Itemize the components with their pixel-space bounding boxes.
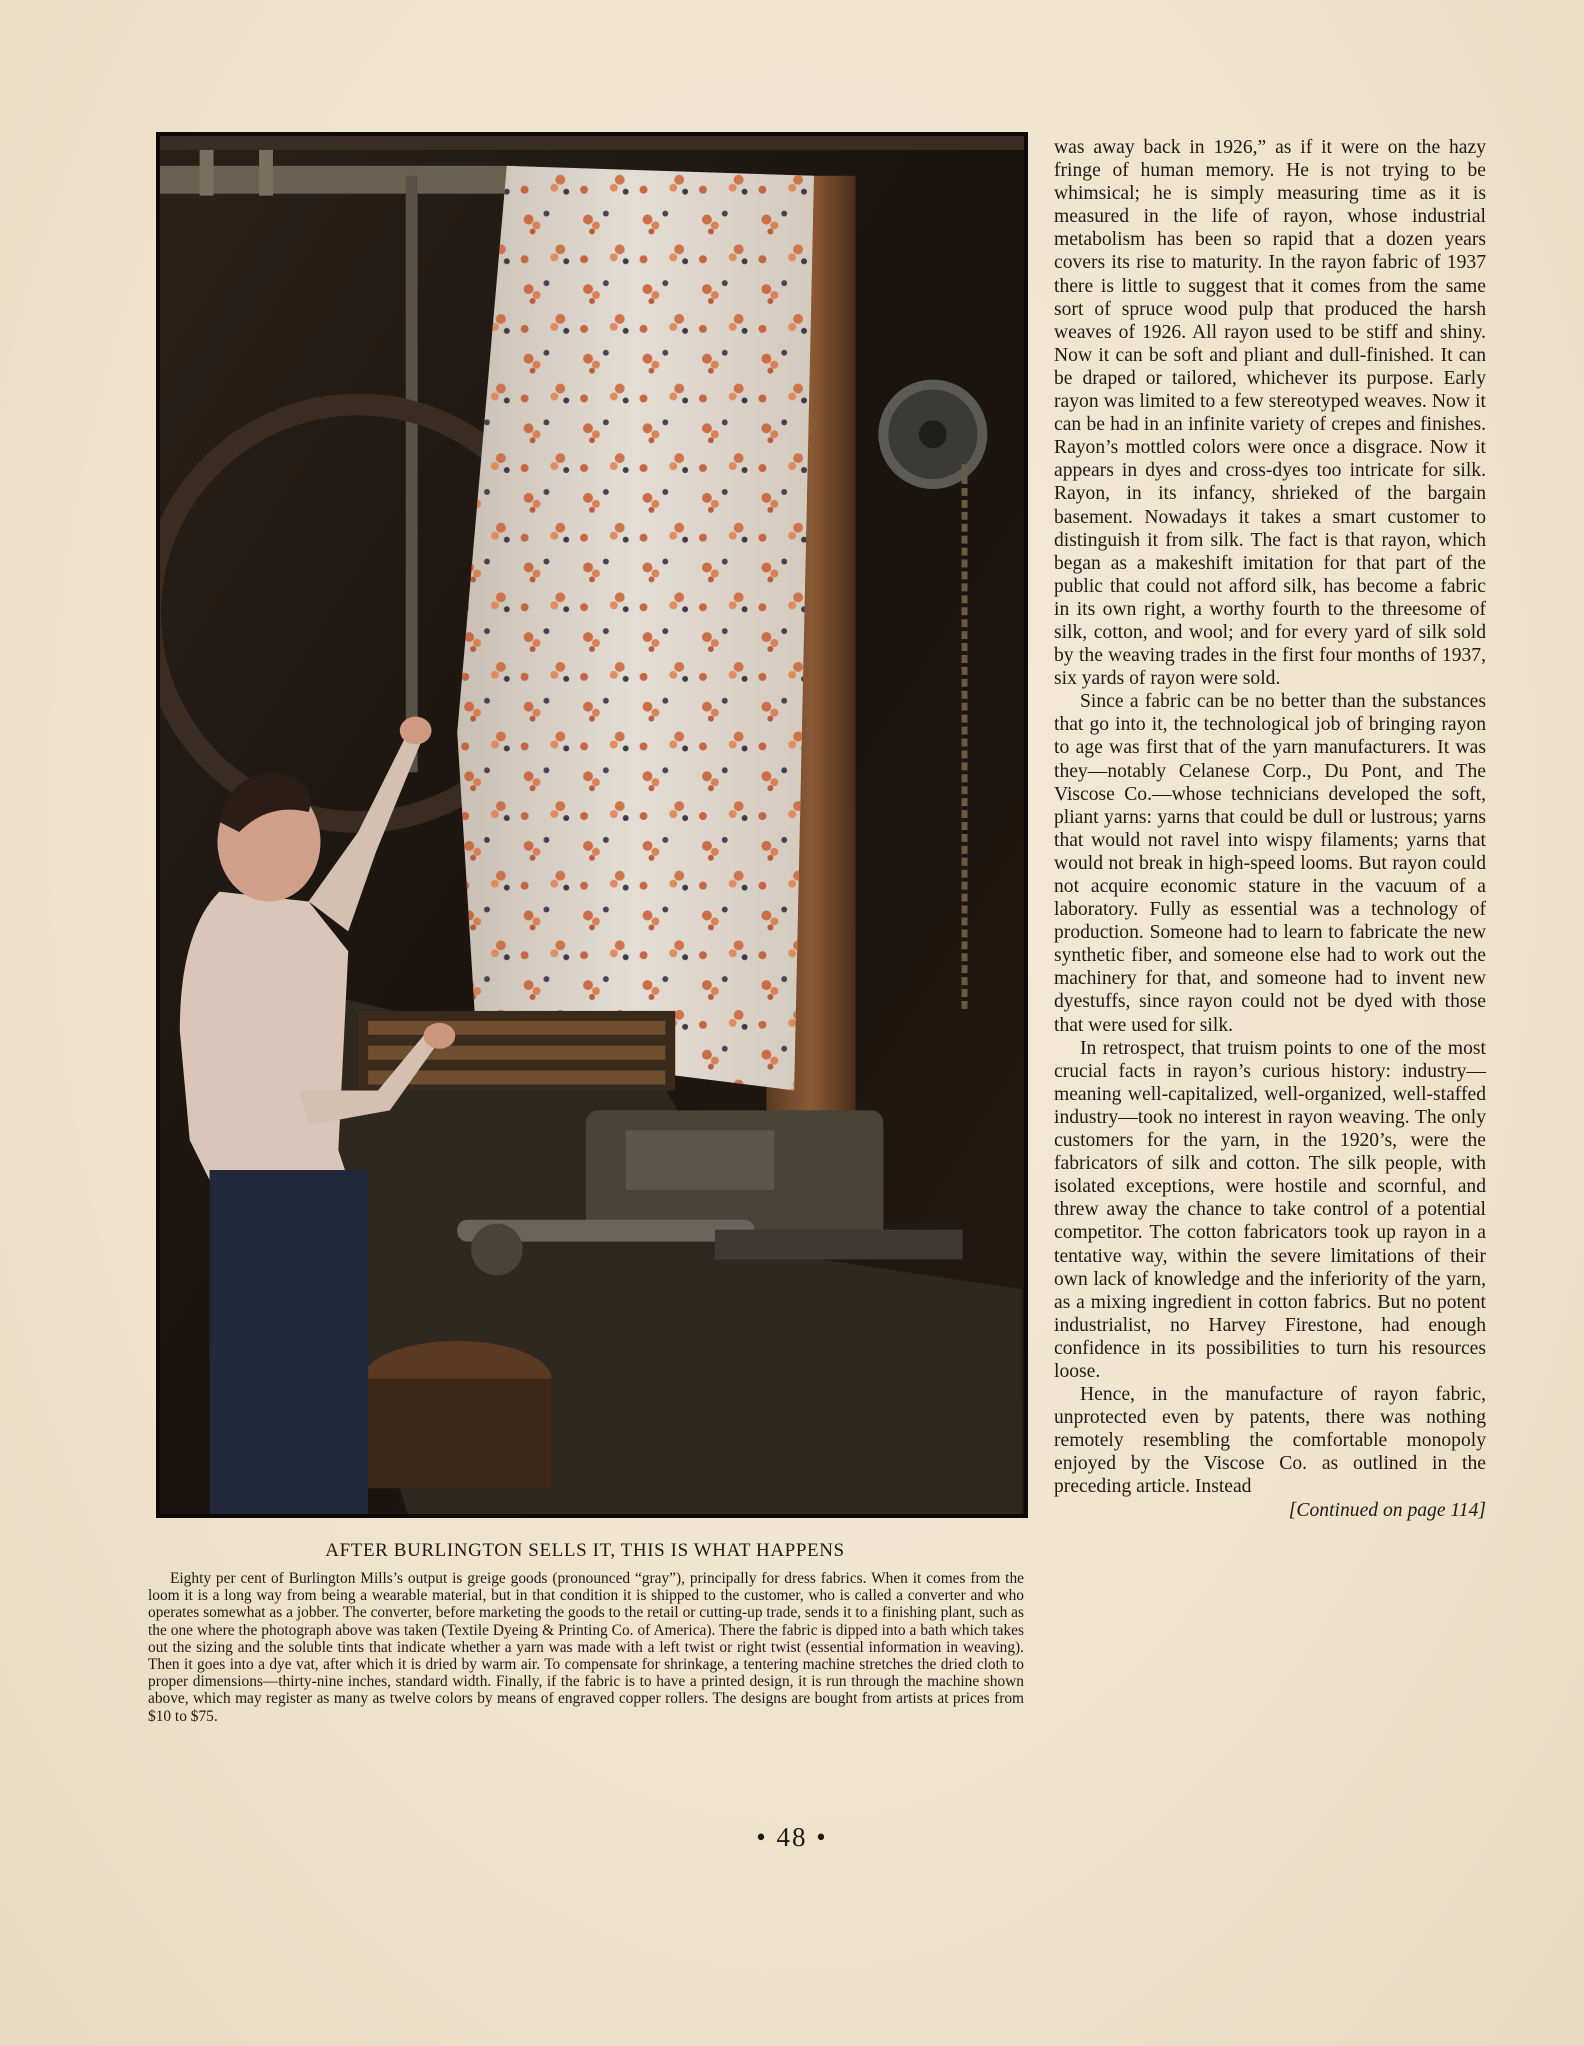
photo-caption-title: AFTER BURLINGTON SELLS IT, THIS IS WHAT HAPPENS bbox=[325, 1540, 845, 1561]
page-number: • 48 • bbox=[756, 1822, 828, 1852]
photo-caption-body: Eighty per cent of Burlington Mills’s output is greige goods (pronounced “gray”), principally for dress fabrics. When it comes from the loom it is a long way from being a wearable material, but in that condition it is shipped to the customer, who is called a converter and who operates somewhat as a jobber. The converter, before marketing the goods to the retail or cutting-up trade, sends it to a finishing plant, such as the one where the photograph above was taken (Textile Dyeing & Printing Co. of America). There the fabric is dipped into a bath which takes out the sizing and the soluble tints that indicate whether a yarn was made with a left twist or right twist (essential information in weaving). Then it goes into a dye vat, after which it is dried by warm air. To compensate for shrinkage, a tentering machine stretches the dried cloth to proper dimensions—thirty-nine inches, standard width. Finally, if the fabric is to have a printed design, it is run through the machine shown above, which may register as many as twelve colors by means of engraved copper rollers. The designs are bought from artists at prices from $10 to $75. bbox=[148, 1570, 1024, 1725]
photo-illustration bbox=[160, 136, 1024, 1514]
printing-machine-photo bbox=[156, 132, 1028, 1518]
article-column bbox=[1054, 136, 1486, 1522]
article-paragraph: was away back in 1926,” as if it were on the hazy fringe of human memory. He is not trying to be whimsical; he is simply measuring time as it is measured in the life of rayon, whose industrial metabolism has been so rapid that a dozen years covers its rise to maturity. In the rayon fabric of 1937 there is little to suggest that it comes from the same sort of spruce wood pulp that produced the harsh weaves of 1926. All rayon used to be stiff and shiny. Now it can be soft and pliant and dull-finished. It can be draped or tailored, whichever its purpose. Early rayon was limited to a few stereotyped weaves. Now it can be had in an infinite variety of crepes and finishes. Rayon’s mottled colors were once a disgrace. Now it appears in dyes and cross-dyes too intricate for silk. Rayon, in its infancy, shrieked of the bargain basement. Nowadays it takes a smart customer to distinguish it from silk. The fact is that rayon, which began as a makeshift imitation for that part of the public that could not afford silk, has become a fabric in its own right, a worthy fourth to the threesome of silk, cotton, and wool; and for every yard of silk sold by the weaving trades in the first four months of 1937, six yards of rayon were sold. bbox=[1054, 137, 1486, 690]
article-paragraph: Hence, in the manufacture of rayon fabric, unprotected even by patents, there was nothing remotely resembling the comfortable monopoly enjoyed by the Viscose Co. as outlined in the preceding article. Instead bbox=[1054, 1384, 1486, 1498]
article-paragraph: In retrospect, that truism points to one of the most crucial facts in rayon’s curious history: industry—meaning well-capitalized, well-organized, well-staffed industry—took no interest in rayon weaving. The only customers for the yarn, in the 1920’s, were the fabricators of silk and cotton. The silk people, with isolated exceptions, were hostile and scornful, and threw away the chance to take control of a potential competitor. The cotton fabricators took up rayon in a tentative way, within the severe limitations of their own lack of knowledge and the inferiority of the yarn, as a mixing ingredient in cotton fabrics. But no potent industrialist, no Harvey Firestone, had enough confidence in its possibilities to turn his resources loose. bbox=[1054, 1037, 1486, 1382]
article-paragraph: Since a fabric can be no better than the substances that go into it, the technological job of bringing rayon to age was first that of the yarn manufacturers. It was they—notably Celanese Corp., Du Pont, and The Viscose Co.—whose technicians developed the soft, pliant yarns: yarns that could be dull or lustrous; yarns that would not ravel into wispy filaments; yarns that would not break in high-speed looms. But rayon could not acquire economic stature in the vacuum of a laboratory. Fully as essential was a technology of production. Someone had to learn to fabricate the new synthetic fiber, and someone else had to work out the machinery for that, and someone had to invent new dyestuffs, since rayon could not be dyed with those that were used for silk. bbox=[1054, 691, 1486, 1036]
continued-link[interactable]: [Continued on page 114] bbox=[1288, 1499, 1486, 1521]
